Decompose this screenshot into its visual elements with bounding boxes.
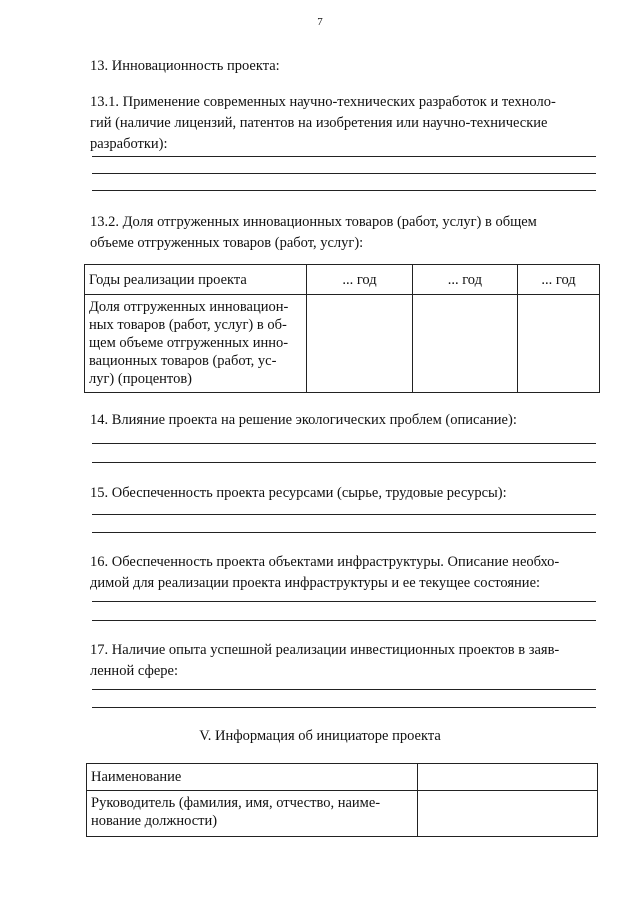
year-column-header: ... год (518, 265, 600, 295)
year-column-header: ... год (412, 265, 517, 295)
section-16-paragraph (90, 552, 598, 594)
paragraph-line: 13.1. Применение современных научно-технических разработок и техноло- (90, 94, 556, 110)
paragraph-line: разработки): (90, 136, 168, 152)
table-header-row (85, 265, 600, 295)
table-header-cell: Годы реализации проекта (85, 265, 307, 295)
cell-line: нование должности) (91, 813, 218, 829)
table-row (85, 295, 600, 393)
paragraph-line: 16. Обеспеченность проекта объектами инфраструктуры. Описание необхо- (90, 554, 560, 570)
section-5-heading: V. Информация об инициаторе проекта (199, 728, 441, 744)
cell-line: щем объеме отгруженных инно- (89, 335, 289, 351)
answer-line[interactable] (92, 601, 596, 602)
page-number: 7 (317, 16, 323, 28)
paragraph-line: ленной сфере: (90, 663, 178, 679)
answer-line[interactable] (92, 689, 596, 690)
value-cell[interactable] (307, 295, 412, 393)
value-cell[interactable] (418, 764, 598, 791)
section-13-1-paragraph (90, 92, 598, 155)
cell-line: Руководитель (фамилия, имя, отчество, наиме- (91, 795, 381, 811)
value-cell[interactable] (418, 791, 598, 837)
value-cell[interactable] (412, 295, 517, 393)
answer-line[interactable] (92, 707, 596, 708)
answer-line[interactable] (92, 156, 596, 157)
paragraph-line: 17. Наличие опыта успешной реализации инвестиционных проектов в заяв- (90, 642, 560, 658)
section-13-2-paragraph (90, 212, 598, 254)
answer-line[interactable] (92, 462, 596, 463)
cell-line: Доля отгруженных инновацион- (89, 299, 289, 315)
answer-line[interactable] (92, 620, 596, 621)
paragraph-line: димой для реализации проекта инфраструктуры и ее текущее состояние: (90, 575, 541, 591)
row-label-cell (87, 791, 418, 837)
section-13-heading: 13. Инновационность проекта: (90, 58, 280, 74)
initiator-info-table (86, 763, 598, 837)
answer-line[interactable] (92, 532, 596, 533)
section-15-text: 15. Обеспеченность проекта ресурсами (сырье, трудовые ресурсы): (90, 485, 507, 501)
answer-line[interactable] (92, 443, 596, 444)
section-17-paragraph (90, 640, 598, 682)
paragraph-line: гий (наличие лицензий, патентов на изобретения или научно-технические (90, 115, 548, 131)
cell-line: вационных товаров (работ, ус- (89, 353, 277, 369)
table-row (87, 791, 598, 837)
section-14-text: 14. Влияние проекта на решение экологических проблем (описание): (90, 412, 517, 428)
paragraph-line: объеме отгруженных товаров (работ, услуг): (90, 235, 364, 251)
row-label-cell: Наименование (87, 764, 418, 791)
paragraph-line: 13.2. Доля отгруженных инновационных товаров (работ, услуг) в общем (90, 214, 537, 230)
value-cell[interactable] (518, 295, 600, 393)
answer-line[interactable] (92, 173, 596, 174)
year-column-header: ... год (307, 265, 412, 295)
cell-line: ных товаров (работ, услуг) в об- (89, 317, 287, 333)
answer-line[interactable] (92, 514, 596, 515)
innovation-share-table (84, 264, 600, 393)
cell-line: луг) (процентов) (89, 371, 193, 387)
answer-line[interactable] (92, 190, 596, 191)
table-row (87, 764, 598, 791)
row-label-cell (85, 295, 307, 393)
